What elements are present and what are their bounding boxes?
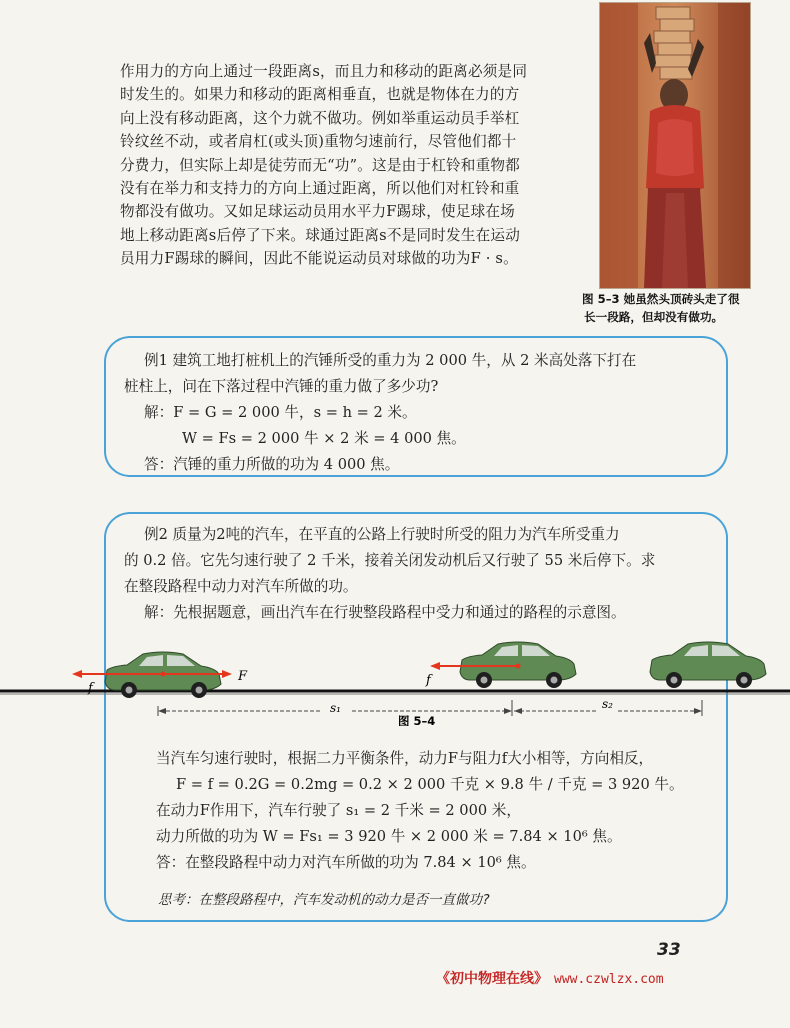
example-2-question-cont: 的 0.2 倍。它先匀速行驶了 2 千米，接着关闭发动机后又行驶了 55 米后停下。求 bbox=[124, 552, 656, 569]
site-footer bbox=[436, 968, 664, 988]
intro-line: 分费力，但实际上却是徒劳而无“功”。这是由于杠铃和重物都 bbox=[120, 156, 520, 174]
label-f1: f bbox=[88, 681, 93, 696]
intro-line: 员用力F踢球的瞬间，因此不能说运动员对球做的功为F · s。 bbox=[120, 250, 518, 268]
caption-line: 图 5–3 她虽然头顶砖头走了很 bbox=[582, 292, 740, 306]
example-1-question-cont: 桩柱上，问在下落过程中汽锤的重力做了多少功? bbox=[124, 378, 439, 395]
label-s2: s₂ bbox=[602, 697, 613, 711]
solution-line: 在动力F作用下，汽车行驶了 s₁ = 2 千米 = 2 000 米， bbox=[156, 802, 521, 819]
example-1-answer: 答：汽锤的重力所做的功为 4 000 焦。 bbox=[144, 456, 400, 473]
page-number: 33 bbox=[657, 940, 681, 960]
intro-line: 物都没有做功。又如足球运动员用水平力F踢球，使足球在场 bbox=[120, 203, 515, 221]
label-F: F bbox=[238, 669, 248, 684]
car-3 bbox=[650, 642, 766, 688]
solution-line: 当汽车匀速行驶时，根据二力平衡条件，动力F与阻力f大小相等，方向相反， bbox=[156, 750, 654, 767]
example-2-question: 例2 质量为2吨的汽车，在平直的公路上行驶时所受的阻力为汽车所受重力 bbox=[144, 526, 620, 543]
brick-carrier-photo bbox=[599, 2, 751, 289]
intro-line: 向上没有移动距离，这个力就不做功。例如举重运动员手举杠 bbox=[120, 109, 520, 127]
example-2-solution bbox=[156, 746, 716, 876]
intro-line: 没有在举力和支持力的方向上通过距离，所以他们对杠铃和重 bbox=[120, 180, 520, 198]
figure-5-4-caption: 图 5–4 bbox=[398, 714, 436, 726]
caption-line: 长一段路，但却没有做功。 bbox=[584, 310, 724, 324]
label-s1: s₁ bbox=[330, 701, 341, 715]
intro-line: 地上移动距离s后停了下来。球通过距离s不是同时发生在运动 bbox=[120, 226, 521, 244]
figure-5-3-caption bbox=[582, 290, 772, 326]
intro-paragraph bbox=[120, 60, 580, 271]
figure-5-4-diagram bbox=[0, 636, 790, 726]
example-1-box bbox=[104, 336, 728, 477]
solution-line: F = f = 0.2G = 0.2mg = 0.2 × 2 000 千克 × 9.8 牛 / 千克 = 3 920 牛。 bbox=[176, 776, 684, 793]
example-1-solution: 解：F = G = 2 000 牛，s = h = 2 米。 bbox=[144, 404, 417, 421]
footer-title: 《初中物理在线》 bbox=[436, 971, 548, 987]
example-2-question-end: 在整段路程中动力对汽车所做的功。 bbox=[124, 578, 358, 595]
intro-line: 时发生的。如果力和移动的距离相垂直，也就是物体在力的方 bbox=[120, 86, 520, 104]
label-f2: f bbox=[426, 673, 431, 688]
think-question: 思考：在整段路程中，汽车发动机的动力是否一直做功? bbox=[158, 892, 491, 908]
intro-line: 铃纹丝不动，或者肩杠(或头顶)重物匀速前行，尽管他们都十 bbox=[120, 133, 517, 151]
example-1-question: 例1 建筑工地打桩机上的汽锤所受的重力为 2 000 牛，从 2 米高处落下打在 bbox=[144, 352, 637, 369]
example-2-answer: 答：在整段路程中动力对汽车所做的功为 7.84 × 10⁶ 焦。 bbox=[156, 854, 536, 871]
footer-url[interactable]: www.czwlzx.com bbox=[554, 972, 664, 987]
solution-line: 动力所做的功为 W = Fs₁ = 3 920 牛 × 2 000 米 = 7.84 × 10⁶ 焦。 bbox=[156, 828, 622, 845]
example-2-solution-intro: 解：先根据题意，画出汽车在行驶整段路程中受力和通过的路程的示意图。 bbox=[144, 604, 626, 621]
intro-line: 作用力的方向上通过一段距离s，而且力和移动的距离必须是同 bbox=[120, 63, 528, 80]
example-1-work-formula: W = Fs = 2 000 牛 × 2 米 = 4 000 焦。 bbox=[182, 430, 466, 447]
